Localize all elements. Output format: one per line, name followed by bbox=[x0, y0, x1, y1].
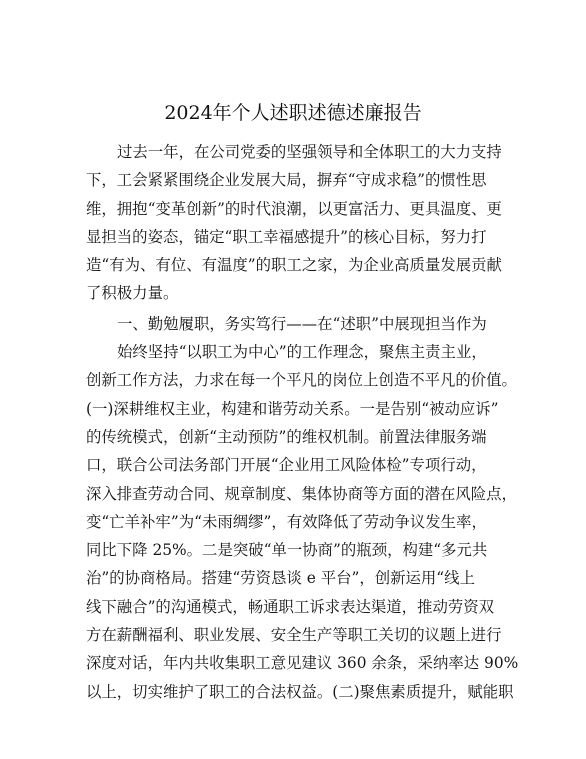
paragraph-line: 显担当的姿态，锚定“职工幸福感提升”的核心目标，努力打 bbox=[86, 227, 487, 246]
section-heading: 一、勤勉履职，务实笃行——在“述职”中展现担当作为 bbox=[117, 314, 487, 333]
paragraph-line: 方在薪酬福利、职业发展、安全生产等职工关切的议题上进行 bbox=[86, 626, 502, 645]
paragraph-line: 造“有为、有位、有温度”的职工之家，为企业高质量发展贡献 bbox=[86, 256, 502, 275]
paragraph-line: 过去一年，在公司党委的坚强领导和全体职工的大力支持 bbox=[117, 143, 502, 161]
paragraph-line: 治”的协商格局。搭建“劳资恳谈 e 平台”，创新运用“线上 bbox=[86, 569, 475, 588]
paragraph-line: 下，工会紧紧围绕企业发展大局，摒弃“守成求稳”的惯性思 bbox=[86, 171, 487, 190]
paragraph-line: 的传统模式，创新“主动预防”的维权机制。前置法律服务端 bbox=[86, 427, 487, 446]
paragraph-line: 以上，切实维护了职工的合法权益。(二)聚焦素质提升，赋能职 bbox=[86, 682, 514, 701]
document-title: 2024年个人述职述德述廉报告 bbox=[164, 102, 422, 124]
paragraph-line: 同比下降 25%。二是突破“单一协商”的瓶颈，构建“多元共 bbox=[86, 541, 488, 560]
paragraph-line: 始终坚持“以职工为中心”的工作理念，聚焦主责主业， bbox=[117, 343, 487, 362]
paragraph-line: 线下融合”的沟通模式，畅通职工诉求表达渠道，推动劳资双 bbox=[86, 597, 495, 616]
paragraph-line: 口，联合公司法务部门开展“企业用工风险体检”专项行动， bbox=[86, 456, 487, 475]
paragraph-line: 创新工作方法，力求在每一个平凡的岗位上创造不平凡的价值。 bbox=[86, 371, 517, 390]
paragraph-line: (一)深耕维权主业，构建和谐劳动关系。一是告别“被动应诉” bbox=[86, 399, 499, 418]
paragraph-line: 了积极力量。 bbox=[86, 284, 179, 303]
paragraph-line: 变“亡羊补牢”为“未雨绸缪”，有效降低了劳动争议发生率， bbox=[86, 512, 487, 531]
paragraph-line: 深度对话，年内共收集职工意见建议 360 余条，采纳率达 90% bbox=[86, 654, 519, 673]
paragraph-line: 深入排查劳动合同、规章制度、集体协商等方面的潜在风险点， bbox=[86, 484, 517, 503]
paragraph-line: 维，拥抱“变革创新”的时代浪潮，以更富活力、更具温度、更 bbox=[86, 199, 502, 218]
document-body bbox=[86, 138, 519, 706]
